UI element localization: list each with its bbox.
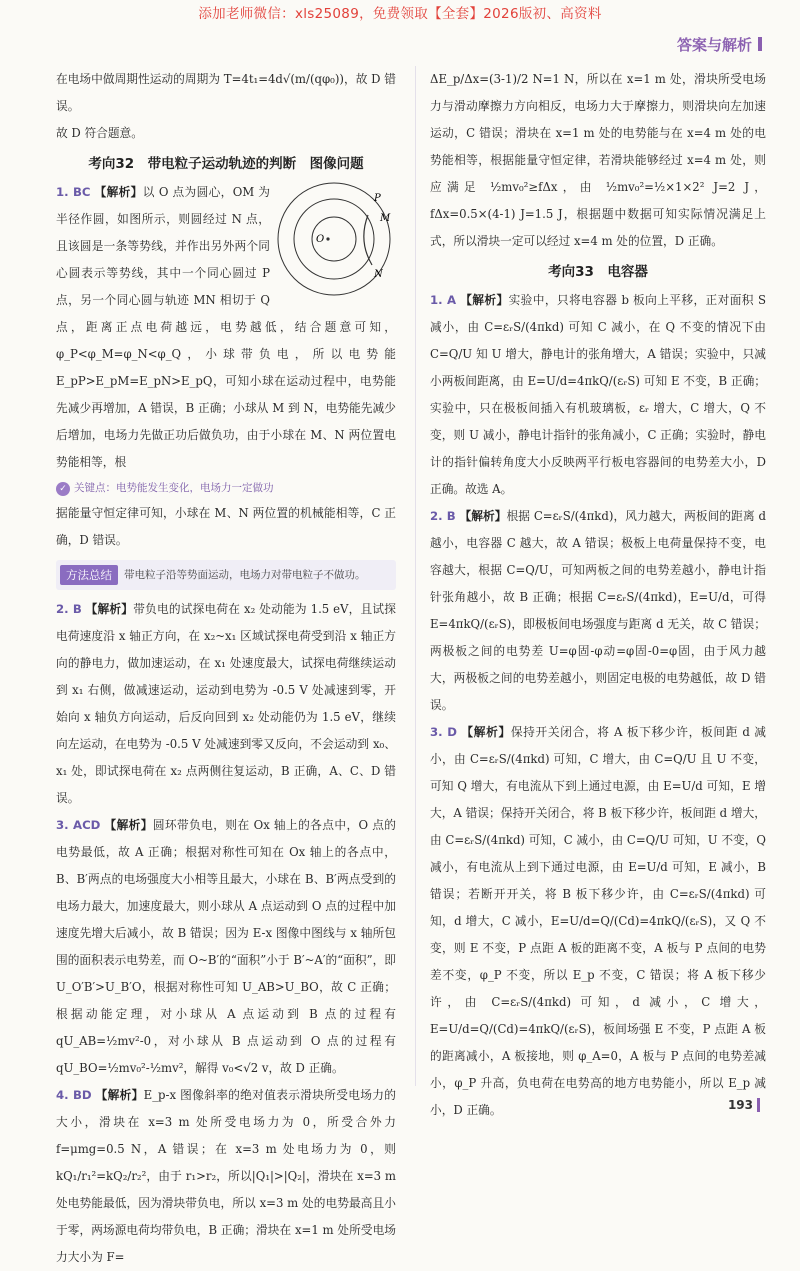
answer-1-number: 1. BC: [56, 185, 91, 199]
section-33-title: 考向33 电容器: [548, 264, 648, 280]
capacitor-answer-2-number: 2. B: [430, 509, 456, 523]
left-column: [56, 66, 396, 1271]
method-summary-label: 方法总结: [60, 565, 118, 585]
capacitor-answer-3-body: 保持开关闭合，将 A 板下移少许，板间距 d 减小，由 C=εᵣS/(4πkd) 可知，C 增大，由 C=Q/U 且 U 不变，可知 Q 增大，有电流从下到上通过电源，由 E=U/d 可知，E 增大，A 错误；保持开关闭合，将 B 板下移少许，板间距 d 增大，由 C=εᵣS/(4πkd) 可知，C 减小，由 C=Q/U 可知，U 不变，Q 减小，有电流从上到下通过电源，由 E=U/d 可知，E 减小，B 错误；若断开开关，将 B 板下移少许，由 C=εᵣS/(4πkd) 可知，d 增大，C 减小，E=U/d=Q/(Cd)=4πkQ/(εᵣS)，又 Q 不变，则 E 不变，P 点距 A 板的距离不变，A 板与 P 点间的电势差不变，φ_P 不变，所以 E_p 不变，C 错误；将 A 板下移少许，由 C=εᵣS/(4πkd) 可知，d 减小，C 增大，E=U/d=Q/(Cd)=4πkQ/(εᵣS)，板间场强 E 不变，P 点距 A 板的距离减小，A 板接地，则 φ_A=0，A 板与 P 点间的电势差减小，φ_P 升高，负电荷在电势高的地方电势能小，所以 E_p 减小，D 正确。: [430, 725, 766, 1117]
capacitor-answer-3-tag: 【解析】: [461, 725, 511, 739]
label-N: N: [374, 269, 383, 280]
label-M: M: [380, 213, 391, 224]
intro-line-2: 故 D 符合题意。: [56, 126, 143, 140]
intro-line: 在电场中做周期性运动的周期为 T=4t₁=4d√(m/(qφ₀))，故 D 错误。: [56, 72, 396, 113]
answer-4-body: E_p-x 图像斜率的绝对值表示滑块所受电场力的大小，滑块在 x=3 m 处所受电场力为 0，所受合外力 f=μmg=0.5 N，A 错误；在 x=3 m 处电场力为 0，则 kQ₁/r₁²=kQ₂/r₂²，由于 r₁>r₂，所以|Q₁|>|Q₂|，滑块在 x=3 m 处电势能最低，因为滑块带负电，所以 x=3 m 处的电势最高且小于零，两场源电荷均带负电，B 正确；滑块在 x=1 m 处所受电场力大小为 F=: [56, 1088, 396, 1264]
capacitor-answer-2-tag: 【解析】: [459, 509, 507, 523]
label-O: O: [316, 234, 325, 245]
column-divider: [415, 66, 416, 1086]
answer-4-continued: ΔE_p/Δx=(3-1)/2 N=1 N，所以在 x=1 m 处，滑块所受电场力与滑动摩擦力方向相反，电场力大于摩擦力，则滑块向左加速运动，C 错误；滑块在 x=1 m 处的电势能与在 x=4 m 处的电势能相等，根据能量守恒定律，若滑块能够经过 x=4 m 处，则应满足 ½mv₀²≥fΔx，由 ½mv₀²=½×1×2² J=2 J，fΔx=0.5×(4-1) J=1.5 J，根据题中数据可知实际情况满足上式，所以滑块一定可以经过 x=4 m 处的位置，D 正确。: [430, 72, 766, 248]
circles-diagram: [276, 179, 396, 299]
capacitor-answer-2: [430, 503, 766, 719]
answer-2: [56, 596, 396, 812]
method-summary-box: [56, 560, 396, 590]
answer-4: [56, 1082, 396, 1271]
label-P: P: [374, 193, 381, 204]
capacitor-answer-1-tag: 【解析】: [460, 293, 509, 307]
answer-3-number: 3. ACD: [56, 818, 101, 832]
section-32-title: 考向32 带电粒子运动轨迹的判断 图像问题: [88, 156, 364, 172]
capacitor-answer-1: [430, 287, 766, 503]
key-point-text: 关键点：电势能发生变化，电场力一定做功: [74, 482, 274, 494]
concentric-circles-figure: [276, 179, 396, 299]
capacitor-answer-2-body: 根据 C=εᵣS/(4πkd)，风力越大，两板间的距离 d 越小，电容器 C 越大，故 A 错误；极板上电荷量保持不变，电容越大，根据 C=Q/U，可知两板之间的电势差越小，静电计指针张角越小，故 B 正确；根据 C=εᵣS/(4πkd)，E=U/d，可得 E=4πkQ/(εᵣS)，即极板间电场强度与距离 d 无关，故 C 错误；两极板之间的电势差 U=φ固-φ动=φ固-0=φ固，由于风力越大，两极板之间的电势差越小，则固定电极的电势越低，故 D 错误。: [430, 509, 766, 712]
capacitor-answer-3: [430, 719, 766, 1124]
answer-2-body: 带负电的试探电荷在 x₂ 处动能为 1.5 eV，且试探电荷速度沿 x 轴正方向，在 x₂~x₁ 区域试探电荷受到沿 x 轴正方向的静电力，做加速运动，在 x₁ 处速度最大，试探电荷继续运动到 x₁ 右侧，做减速运动，运动到电势为 -0.5 V 处减速到零，开始向 x 轴负方向运动，后反向回到 x₂ 处动能仍为 1.5 eV，继续向左运动，在电势为 -0.5 V 处减速到零又反向，不会运动到 x₀、x₁ 处，即试探电荷在 x₂ 点两侧往复运动，B 正确，A、C、D 错误。: [56, 602, 396, 805]
key-point-note: [56, 478, 396, 498]
answer-4-tag: 【解析】: [95, 1088, 144, 1102]
answer-4-number: 4. BD: [56, 1088, 92, 1102]
method-summary-text: 带电粒子沿等势面运动，电场力对带电粒子不做功。: [124, 569, 366, 581]
header-title: 答案与解析: [676, 36, 752, 54]
answer-2-tag: 【解析】: [85, 602, 134, 616]
answer-3-tag: 【解析】: [104, 818, 153, 832]
answer-1-tag: 【解析】: [94, 185, 143, 199]
watermark-text: 添加老师微信：xls25089，免费领取【全套】2026版初、高资料: [198, 6, 602, 22]
answer-1-continued: 据能量守恒定律可知，小球在 M、N 两位置的机械能相等，C 正确，D 错误。: [56, 506, 396, 547]
right-column: [430, 66, 766, 1124]
capacitor-answer-1-body: 实验中，只将电容器 b 板向上平移，正对面积 S 减小，由 C=εᵣS/(4πkd) 可知 C 减小，在 Q 不变的情况下由 C=Q/U 知 U 增大，静电计的张角增大，A 错误；实验中，只减小两板间距离，由 E=U/d=4πkQ/(εᵣS) 可知 E 不变，B 正确；实验中，只在极板间插入有机玻璃板，εᵣ 增大，C 增大，Q 不变，则 U 减小，静电计指针的张角减小，C 正确；实验时，静电计的指针偏转角度大小反映两平行板电容器间的电势差大小，D 正确。故选 A。: [430, 293, 766, 496]
header-accent-bar: [758, 37, 762, 51]
page-number: 193: [728, 1098, 760, 1112]
capacitor-answer-1-number: 1. A: [430, 293, 457, 307]
section-header: [677, 34, 762, 55]
key-point-icon: ✓: [56, 482, 70, 496]
capacitor-answer-3-number: 3. D: [430, 725, 458, 739]
answer-2-number: 2. B: [56, 602, 82, 616]
answer-1-body: 以 O 点为圆心，OM 为半径作圆，如图所示，则圆经过 N 点，且该圆是一条等势线，并作出另外两个同心圆表示等势线，其中一个同心圆过 P 点，另一个同心圆与轨迹 MN 相切于 Q 点，距离正点电荷越远，电势越低，结合题意可知，φ_P<φ_M=φ_N<φ_Q，小球带负电，所以电势能 E_pP>E_pM=E_pN>E_pQ，可知小球在运动过程中，电势能先减少再增加，A 错误，B 正确；小球从 M 到 N，电势能先减少后增加，电场力先做正功后做负功，由于小球在 M、N 两位置电势能相等，根: [56, 185, 396, 469]
answer-3: [56, 812, 396, 1082]
answer-3-body: 圆环带负电，则在 Ox 轴上的各点中，O 点的电势最低，故 A 正确；根据对称性可知在 Ox 轴上的各点中，B、B′两点的电场强度大小相等且最大，小球在 B、B′两点受到的电场力最大，加速度最大，则小球从 A 点运动到 O 点的过程中加速度先增大后减小，故 B 错误；因为 E-x 图像中图线与 x 轴所包围的面积表示电势差，而 O~B′的“面积”小于 B′~A′的“面积”，即 U_O′B′>U_B′O，根据对称性可知 U_AB>U_BO，故 C 正确；根据动能定理，对小球从 A 点运动到 B 点的过程有 qU_AB=½mv²-0，对小球从 B 点运动到 O 点的过程有 qU_BO=½mv₀²-½mv²，解得 v₀<√2 v，故 D 正确。: [56, 818, 396, 1075]
